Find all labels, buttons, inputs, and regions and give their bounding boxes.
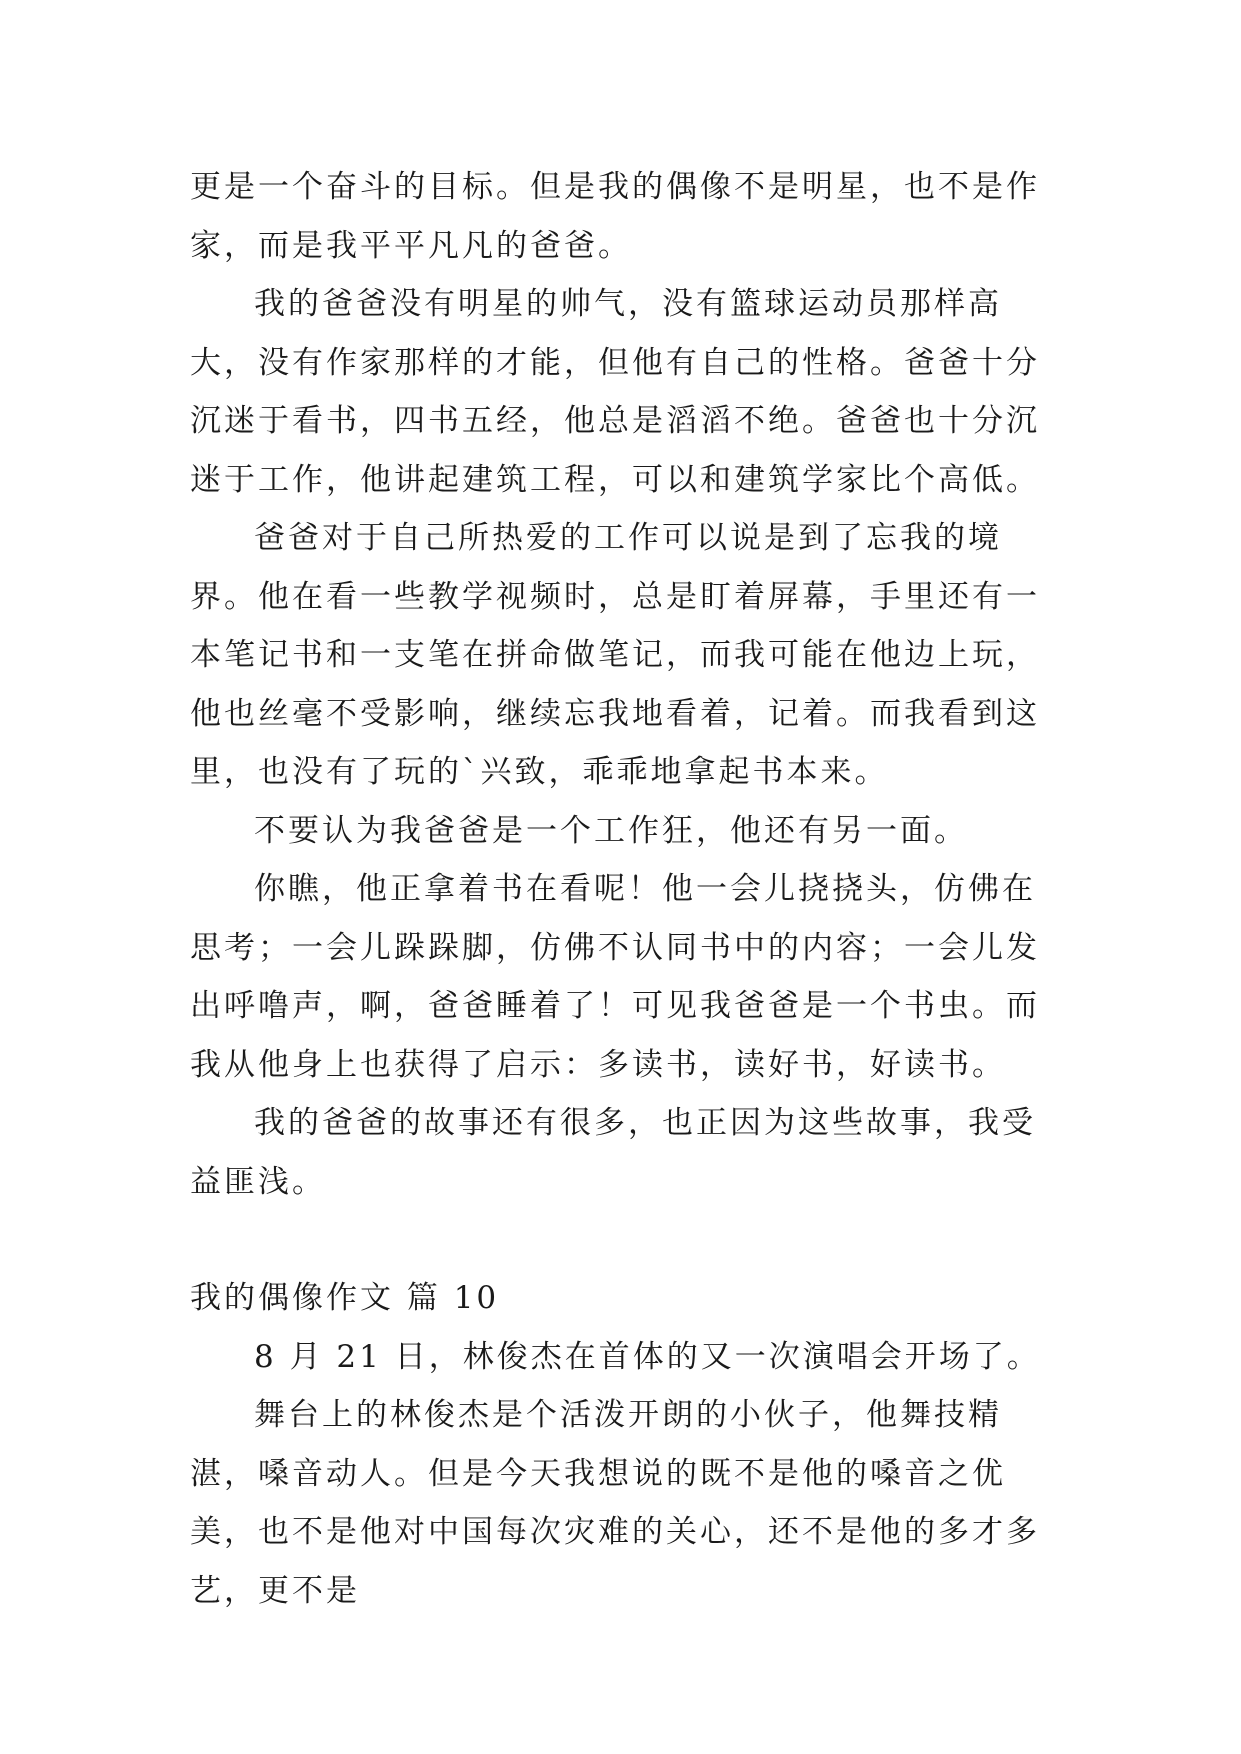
paragraph-4: 不要认为我爸爸是一个工作狂，他还有另一面。 (254, 812, 968, 849)
paragraph-7: 8 月 21 日，林俊杰在首体的又一次演唱会开场了。 (254, 1338, 1041, 1375)
paragraph-3: 爸爸对于自己所热爱的工作可以说是到了忘我的境界。他在看一些教学视频时，总是盯着屏幕，手里还有一本笔记书和一支笔在拼命做笔记，而我可能在他边上玩，他也丝毫不受影响，继续忘我地看着，记着。而我看到这里，也没有了玩的`兴致，乖乖地拿起书本来。 (190, 520, 1040, 790)
paragraph-5: 你瞧，他正拿着书在看呢！他一会儿挠挠头，仿佛在思考；一会儿跺跺脚，仿佛不认同书中的内容；一会儿发出呼噜声，啊，爸爸睡着了！可见我爸爸是一个书虫。而我从他身上也获得了启示：多读书，读好书，好读书。 (190, 871, 1040, 1083)
paragraph-1: 更是一个奋斗的目标。但是我的偶像不是明星，也不是作家，而是我平平凡凡的爸爸。 (190, 169, 1040, 264)
paragraph-8: 舞台上的林俊杰是个活泼开朗的小伙子，他舞技精湛，嗓音动人。但是今天我想说的既不是他的嗓音之优美，也不是他对中国每次灾难的关心，还不是他的多才多艺，更不是 (190, 1397, 1040, 1609)
paragraph-6: 我的爸爸的故事还有很多，也正因为这些故事，我受益匪浅。 (190, 1105, 1036, 1200)
document-body (190, 158, 1060, 1620)
section-heading: 我的偶像作文 篇 10 (190, 1280, 500, 1316)
section-spacer (190, 1211, 1060, 1269)
paragraph-2: 我的爸爸没有明星的帅气，没有篮球运动员那样高大，没有作家那样的才能，但他有自己的性格。爸爸十分沉迷于看书，四书五经，他总是滔滔不绝。爸爸也十分沉迷于工作，他讲起建筑工程，可以和建筑学家比个高低。 (190, 286, 1040, 498)
